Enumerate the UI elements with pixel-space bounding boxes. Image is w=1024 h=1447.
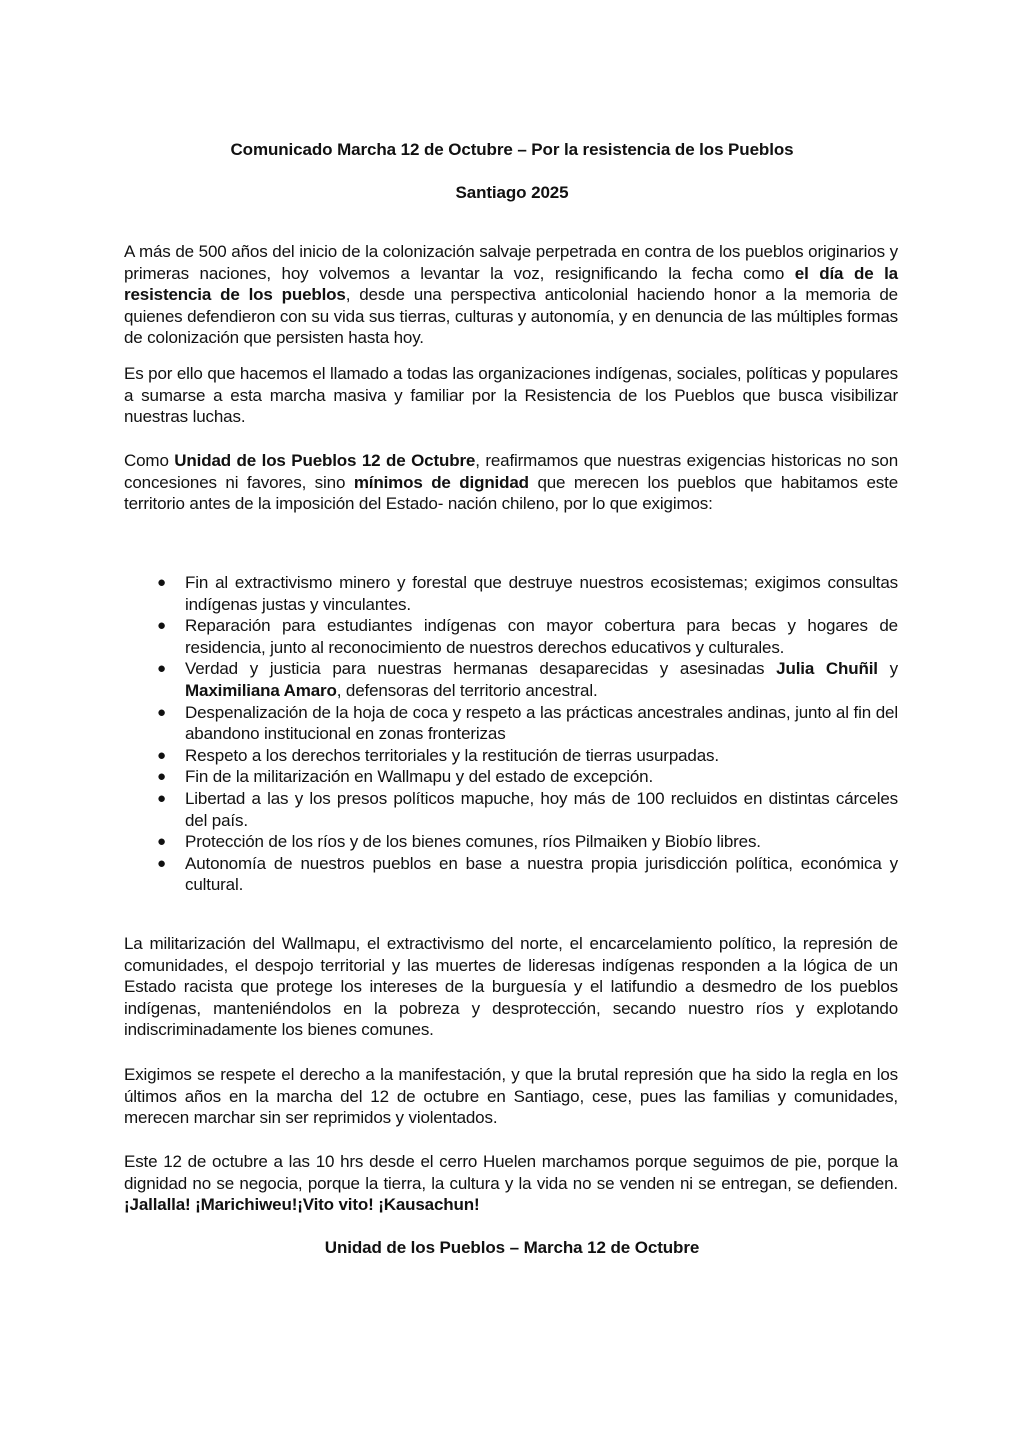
document-subtitle: Santiago 2025	[455, 183, 569, 202]
demand-item	[124, 615, 898, 658]
document-title: Comunicado Marcha 12 de Octubre – Por la resistencia de los Pueblos	[230, 140, 794, 159]
paragraph-intro-text-1: A más de 500 años del inicio de la colonización salvaje perpetrada en contra de los pueblos originarios y primeras naciones, hoy volvemos a levantar la voz, resignificando la fecha como	[124, 242, 898, 283]
demand-bold-name-2: Maximiliana Amaro	[185, 680, 337, 700]
demand-text-1: Verdad y justicia para nuestras hermanas desaparecidas y asesinadas	[185, 659, 777, 679]
bullet-icon: ●	[157, 574, 166, 591]
paragraph-call: Es por ello que hacemos el llamado a todas las organizaciones indígenas, sociales, políticas y populares a sumarse a esta marcha masiva y familiar por la Resistencia de los Pueblos que busca visibilizar nuestras luchas.	[124, 364, 898, 427]
demand-bold-name-1: Julia Chuñil	[776, 659, 878, 679]
bullet-icon: ●	[157, 789, 166, 807]
paragraph-unity-text-3: que merecen los pueblos que habitamos este territorio antes de la imposición del Estado- nación chileno, por lo que exigimos:	[124, 472, 898, 514]
demand-text: Despenalización de la hoja de coca y respeto a las prácticas ancestrales andinas, junto al fin del abandono institucional en zonas fronterizas	[185, 702, 898, 744]
paragraph-unity-text-2: , reafirmamos que nuestras exigencias historicas no son concesiones ni favores, sino	[124, 451, 898, 492]
paragraph-denunciation: La militarización del Wallmapu, el extractivismo del norte, el encarcelamiento político, la represión de comunidades, el despojo territorial y las muertes de lideresas indígenas responden a la lógica de un Estado racista que protege los intereses de la burguesía y el latifundio a desmedro de los pueblos indígenas, manteniéndolos en la pobreza y desprotección, secando nuestro ríos y explotando indiscriminadamente los bienes comunes.	[124, 934, 898, 1040]
demand-text: Fin de la militarización en Wallmapu y del estado de excepción.	[185, 767, 654, 787]
paragraph-unity-bold-2: mínimos de dignidad	[353, 472, 529, 492]
paragraph-unity-bold-1: Unidad de los Pueblos 12 de Octubre	[174, 451, 476, 470]
paragraph-demonstration-rights: Exigimos se respete el derecho a la manifestación, y que la brutal represión que ha sido la regla en los últimos años en la marcha del 12 de octubre en Santiago, cese, pues las familias y comunidades, merecen marchar sin ser reprimidos y violentados.	[124, 1065, 898, 1128]
paragraph-intro-bold: el día de la resistencia de los pueblos	[124, 263, 898, 305]
bullet-icon: ●	[157, 617, 166, 635]
document-signature: Unidad de los Pueblos – Marcha 12 de Octubre	[324, 1238, 700, 1257]
demand-item	[124, 788, 898, 831]
bullet-icon: ●	[157, 660, 166, 678]
demand-item	[124, 831, 898, 853]
demand-text: Autonomía de nuestros pueblos en base a nuestra propia jurisdicción política, económica y cultural.	[185, 853, 898, 895]
demand-item	[124, 853, 898, 896]
bullet-icon: ●	[157, 746, 166, 764]
demands-list	[124, 572, 898, 896]
demand-item	[124, 658, 898, 701]
demand-item	[124, 745, 898, 767]
bullet-icon: ●	[157, 833, 166, 851]
demand-text: Respeto a los derechos territoriales y la restitución de tierras usurpadas.	[185, 745, 719, 765]
paragraph-unity	[124, 450, 898, 515]
paragraph-call-to-march-slogans: ¡Jallalla! ¡Marichiweu!¡Vito vito! ¡Kausachun!	[124, 1195, 480, 1215]
bullet-icon: ●	[157, 854, 166, 872]
paragraph-call-to-march-text: Este 12 de octubre a las 10 hrs desde el cerro Huelen marchamos porque seguimos de pie, porque la dignidad no se negocia, porque la tierra, la cultura y la vida no se venden ni se entregan, se defienden.	[124, 1152, 898, 1193]
paragraph-call-to-march	[124, 1151, 898, 1216]
demand-text-3: , defensoras del territorio ancestral.	[336, 680, 598, 700]
paragraph-unity-text-1: Como	[124, 451, 175, 470]
bullet-icon: ●	[157, 703, 166, 721]
bullet-icon: ●	[157, 768, 166, 786]
demand-text: Fin al extractivismo minero y forestal que destruye nuestros ecosistemas; exigimos consultas indígenas justas y vinculantes.	[185, 573, 898, 614]
demand-text: Reparación para estudiantes indígenas con mayor cobertura para becas y hogares de residencia, junto al reconocimiento de nuestros derechos educativos y culturales.	[185, 616, 898, 657]
demand-item	[124, 702, 898, 745]
demand-text: Protección de los ríos y de los bienes comunes, ríos Pilmaiken y Biobío libres.	[185, 832, 761, 852]
demand-text: Libertad a las y los presos políticos mapuche, hoy más de 100 recluidos en distintas cárceles del país.	[185, 788, 898, 830]
demand-text-2: y	[877, 659, 898, 679]
demand-item	[124, 572, 898, 615]
demand-item	[124, 766, 898, 788]
paragraph-intro	[124, 241, 898, 349]
paragraph-intro-text-2: , desde una perspectiva anticolonial haciendo honor a la memoria de quienes defendieron con su vida sus tierras, culturas y autonomía, y en denuncia de las múltiples formas de colonización que persisten hasta hoy.	[124, 285, 898, 348]
